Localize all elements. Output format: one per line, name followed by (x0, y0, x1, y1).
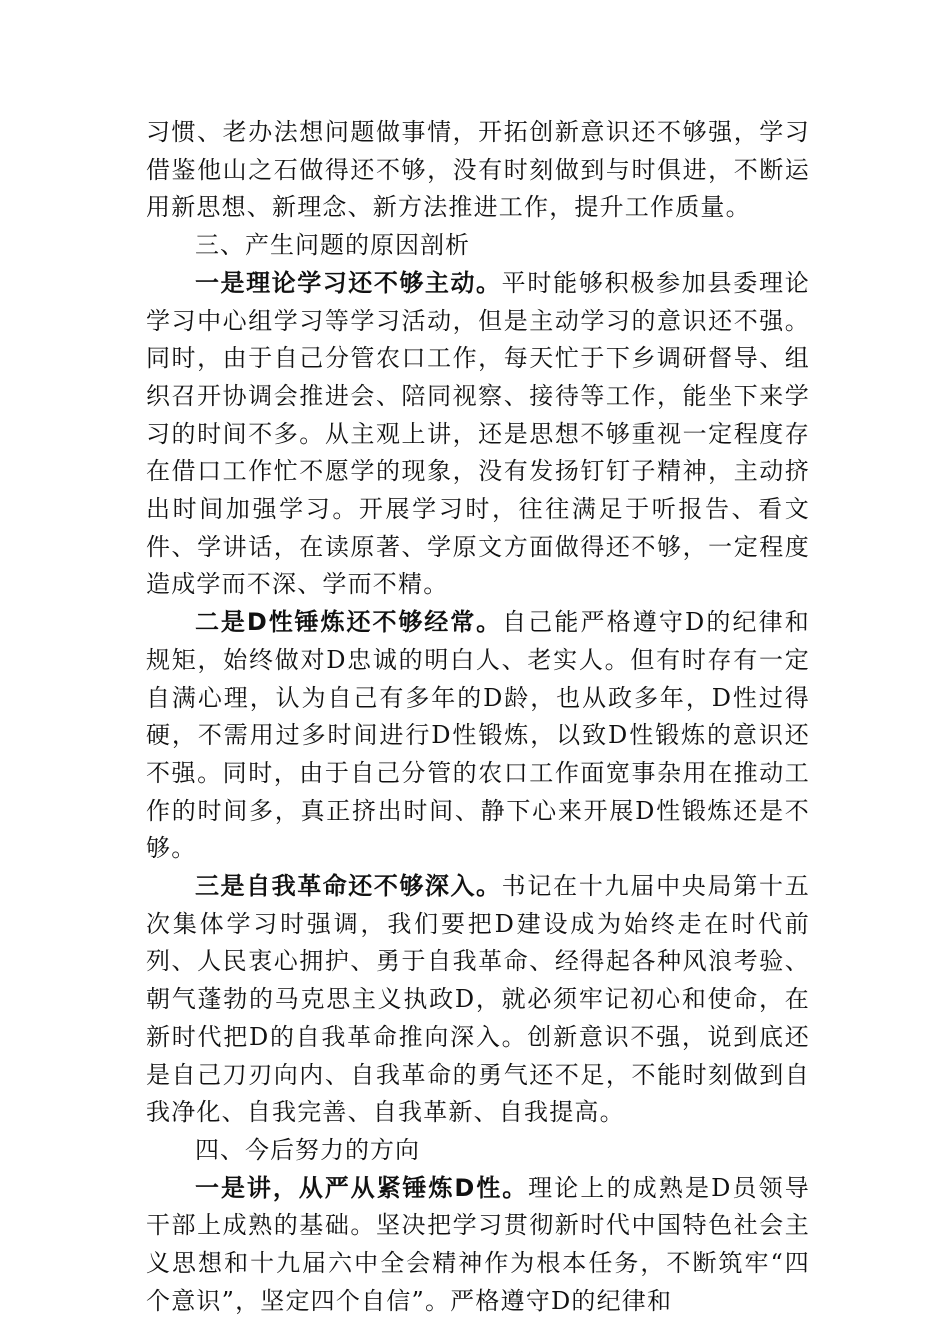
paragraph-body: 自己能严格遵守D的纪律和规矩，始终做对D忠诚的明白人、老实人。但有时存有一定自满心理，认为自己有多年的D龄，也从政多年，D性过得硬，不需用过多时间进行D性锻炼，以致D性锻炼的意识还不强。同时，由于自己分管的农口工作面宽事杂用在推动工作的时间多，真正挤出时间、静下心来开展D性锻炼还是不够。 (146, 608, 810, 863)
paragraph-self-revolution (146, 868, 810, 1132)
paragraph-party-spirit (146, 604, 810, 868)
paragraph-lead: 一是理论学习还不够主动。 (195, 268, 502, 297)
paragraph-body: 平时能够积极参加县委理论学习中心组学习等学习活动，但是主动学习的意识还不强。同时，由于自己分管农口工作，每天忙于下乡调研督导、组织召开协调会推进会、陪同视察、接待等工作，能坐下来学习的时间不多。从主观上讲，还是思想不够重视一定程度存在借口工作忙不愿学的现象，没有发扬钉钉子精神，主动挤出时间加强学习。开展学习时，往往满足于听报告、看文件、学讲话，在读原著、学原文方面做得还不够，一定程度造成学而不深、学而不精。 (146, 268, 811, 599)
paragraph-lead: 二是D性锤炼还不够经常。 (195, 608, 503, 637)
section-heading-causes: 三、产生问题的原因剖析 (195, 231, 470, 260)
section-heading-direction: 四、今后努力的方向 (195, 1135, 420, 1164)
paragraph-lead: 一是讲，从严从紧锤炼D性。 (195, 1173, 529, 1202)
paragraph-lead: 三是自我革命还不够深入。 (195, 872, 502, 901)
paragraph-continuation: 习惯、老办法想问题做事情，开拓创新意识还不够强，学习借鉴他山之石做得还不够，没有时刻做到与时俱进，不断运用新思想、新理念、新方法推进工作，提升工作质量。 (146, 118, 810, 222)
paragraph-theory-study (146, 265, 810, 604)
paragraph-body: 书记在十九届中央局第十五次集体学习时强调，我们要把D建设成为始终走在时代前列、人民衷心拥护、勇于自我革命、经得起各种风浪考验、朝气蓬勃的马克思主义执政D，就必须牢记初心和使命，在新时代把D的自我革命推向深入。创新意识不强，说到底还是自己刀刃向内、自我革命的勇气还不足，不能时刻做到自我净化、自我完善、自我革新、自我提高。 (146, 872, 811, 1127)
paragraph-body: 理论上的成熟是D员领导干部上成熟的基础。坚决把学习贯彻新时代中国特色社会主义思想和十九届六中全会精神作为根本任务，不断筑牢“四个意识”，坚定四个自信”。严格遵守D的纪律和 (146, 1173, 810, 1315)
document-page (146, 114, 810, 1321)
paragraph-strict-tempering (146, 1170, 810, 1321)
